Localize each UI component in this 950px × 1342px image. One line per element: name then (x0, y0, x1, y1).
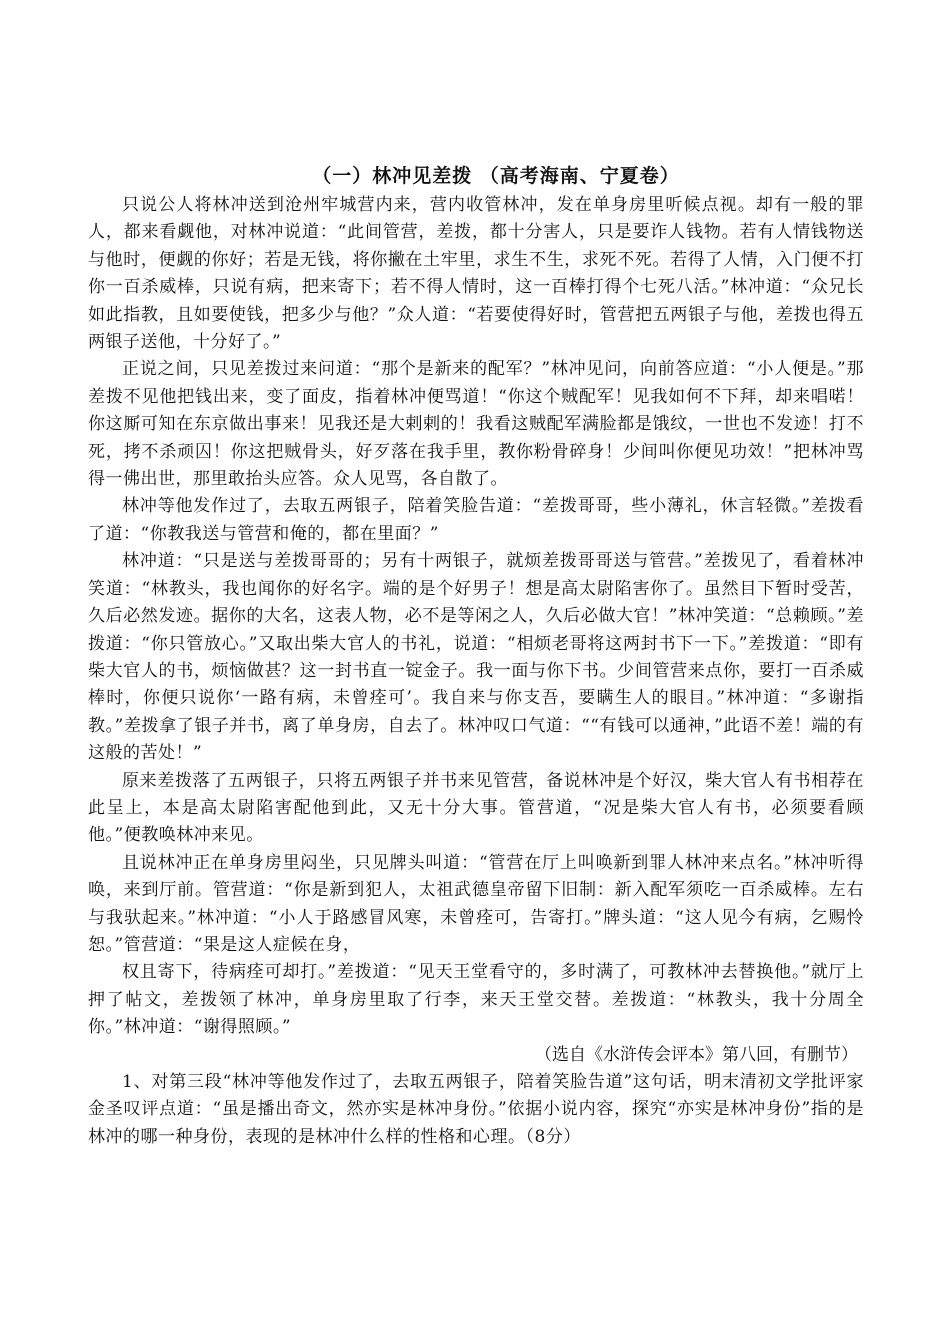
document-title: （一）林冲见差拨 （高考海南、宁夏卷） (312, 165, 680, 187)
paragraph-1: 只说公人将林冲送到沧州牢城营内来，营内收管林冲，发在单身房里听候点视。却有一般的罪人，都来看觑他，对林冲说道：“此间管营，差拨，都十分害人，只是要诈人钱物。若有人情钱物送与他时，便觑的你好；若是无钱，将你撇在土牢里，求生不生，求死不死。若得了人情，入门便不打你一百杀威棒，只说有病，把来寄下；若不得人情时，这一百棒打得个七死八活。”林冲道：“众兄长如此指教，且如要使钱，把多少与他？”众人道：“若要使得好时，管营把五两银子与他，差拨也得五两银子送他，十分好了。” (88, 195, 864, 353)
document-page (88, 162, 864, 1151)
paragraph-5: 原来差拨落了五两银子，只将五两银子并书来见管营，备说林冲是个好汉，柴大官人有书相荐在此呈上，本是高太尉陷害配他到此，又无十分大事。管营道，“况是柴大官人有书，必须要看顾他。”便教唤林冲来见。 (88, 770, 864, 846)
paragraph-3: 林冲等他发作过了，去取五两银子，陪着笑脸告道：“差拨哥哥，些小薄礼，休言轻微。”差拨看了道：“你教我送与管营和俺的，都在里面？” (88, 496, 864, 544)
paragraph-4: 林冲道：“只是送与差拨哥哥的；另有十两银子，就烦差拨哥哥送与管营。”差拨见了，看着林冲笑道：“林教头，我也闻你的好名字。端的是个好男子！想是高太尉陷害你了。虽然目下暂时受苦，久后必然发迹。据你的大名，这表人物，必不是等闲之人，久后必做大官！”林冲笑道：“总赖顾。”差拨道：“你只管放心。”又取出柴大官人的书礼，说道：“相烦老哥将这两封书下一下。”差拨道：“即有柴大官人的书，烦恼做甚？这一封书直一锭金子。我一面与你下书。少间管营来点你，要打一百杀威棒时，你便只说你‘一路有病，未曾痊可’。我自来与你支吾，要瞒生人的眼目。”林冲道：“多谢指教。”差拨拿了银子并书，离了单身房，自去了。林冲叹口气道：““有钱可以通神，”此语不差！端的有这般的苦处！” (88, 551, 864, 764)
source-citation: （选自《水浒传会评本》第八回，有删节） (535, 1044, 858, 1065)
paragraph-6: 且说林冲正在单身房里闷坐，只见牌头叫道：“管营在厅上叫唤新到罪人林冲来点名。”林冲听得唤，来到厅前。管营道：“你是新到犯人，太祖武德皇帝留下旧制：新入配军须吃一百杀威棒。左右与我驮起来。”林冲道：“小人于路感冒风寒，未曾痊可，告寄打。”牌头道：“这人见今有病，乞赐怜恕。”管营道：“果是这人症候在身， (88, 852, 864, 955)
question-1: 1、对第三段“林冲等他发作过了，去取五两银子，陪着笑脸告道”这句话，明末清初文学批评家金圣叹评点道：“虽是播出奇文，然亦实是林冲身份。”依据小说内容，探究“亦实是林冲身份”指的是林冲的哪一种身份，表现的是林冲什么样的性格和心理。（8分） (88, 1072, 864, 1147)
paragraph-2: 正说之间，只见差拨过来问道：“那个是新来的配军？”林冲见问，向前答应道：“小人便是。”那差拨不见他把钱出来，变了面皮，指着林冲便骂道！“你这个贼配军！见我如何不下拜，却来唱喏！你这厮可知在东京做出事来！见我还是大剌剌的！我看这贼配军满脸都是饿纹，一世也不发迹！打不死，拷不杀顽囚！你这把贼骨头，好歹落在我手里，教你粉骨碎身！少间叫你便见功效！”把林冲骂得一佛出世，那里敢抬头应答。众人见骂，各自散了。 (88, 359, 864, 490)
paragraph-7: 权且寄下，待病痊可却打。”差拨道：“见天王堂看守的，多时满了，可教林冲去替换他。”就厅上押了帖文，差拨领了林冲，单身房里取了行李，来天王堂交替。差拨道：“林教头，我十分周全你。”林冲道：“谢得照顾。” (88, 962, 864, 1038)
